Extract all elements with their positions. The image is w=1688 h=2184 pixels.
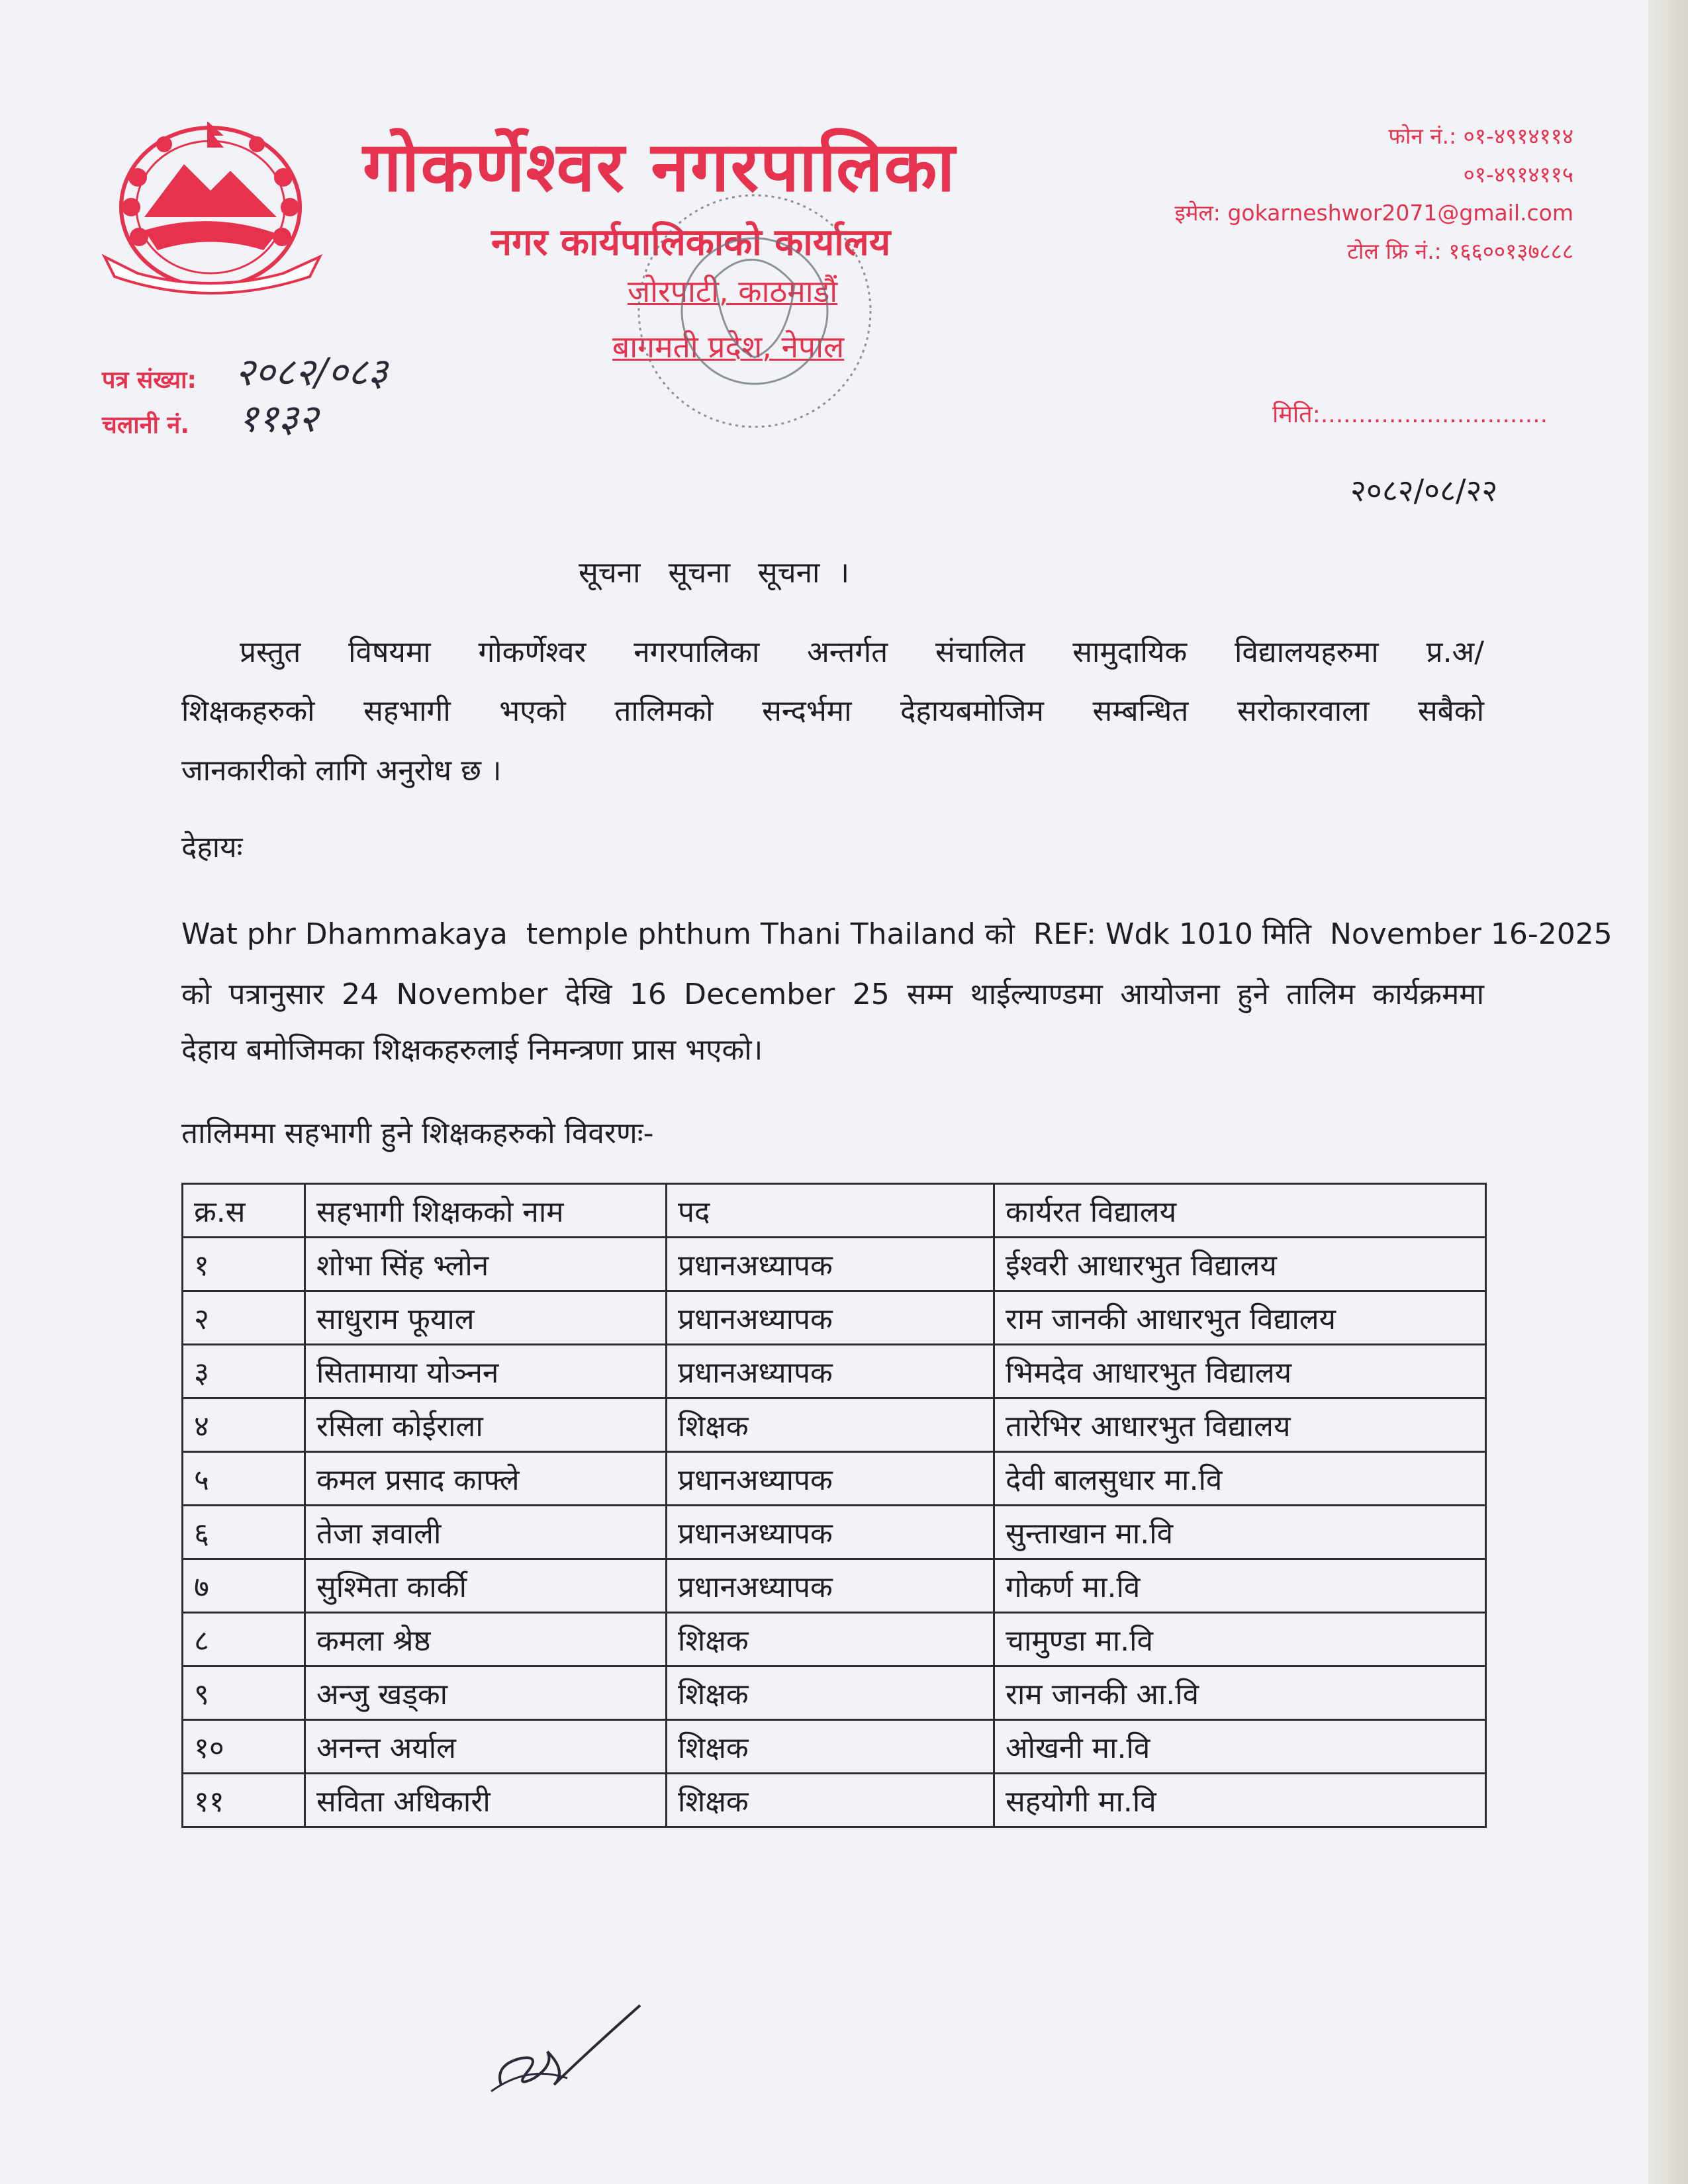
table-row <box>183 1452 1486 1506</box>
cell-serial: १० <box>183 1720 305 1774</box>
date-value: २०८२/०८/२२ <box>1350 473 1498 508</box>
table-row <box>183 1774 1486 1827</box>
table-row <box>183 1559 1486 1613</box>
cell-school: सुन्ताखान मा.वि <box>994 1506 1486 1559</box>
paragraph-line-1: प्रस्तुत विषयमा गोकर्णेश्वर नगरपालिका अन्तर्गत संचालित सामुदायिक विद्यालयहरुमा प्र.अ/ <box>240 635 1484 669</box>
cell-name: कमला श्रेष्ठ <box>305 1613 667 1666</box>
header-school: कार्यरत विद्यालय <box>994 1184 1486 1238</box>
table-row <box>183 1720 1486 1774</box>
cell-school: भिमदेव आधारभुत विद्यालय <box>994 1345 1486 1398</box>
phone-2: ०१-४९१४११५ <box>1463 161 1573 187</box>
nepal-emblem-logo <box>98 118 330 303</box>
address-line-2: बागमती प्रदेश, नेपाल <box>612 329 845 365</box>
cell-name: तेजा ज्ञवाली <box>305 1506 667 1559</box>
cell-position: शिक्षक <box>667 1774 994 1827</box>
cell-position: प्रधानअध्यापक <box>667 1345 994 1398</box>
paragraph-line-3: जानकारीको लागि अनुरोध छ । <box>181 754 502 788</box>
header-position: पद <box>667 1184 994 1238</box>
table-row <box>183 1345 1486 1398</box>
cell-position: प्रधानअध्यापक <box>667 1238 994 1291</box>
email-label: इमेल: <box>1174 200 1221 226</box>
signature <box>488 1999 647 2101</box>
dehay-label: देहायः <box>181 831 243 864</box>
table-row <box>183 1666 1486 1720</box>
details-line-1: Wat phr Dhammakaya temple phthum Thani Thailand को REF: Wdk 1010 मिति November 16-2025 <box>181 917 1613 951</box>
cell-position: शिक्षक <box>667 1666 994 1720</box>
cell-name: रसिला कोईराला <box>305 1398 667 1452</box>
dispatch-number-value: ११३२ <box>238 396 318 441</box>
cell-serial: ३ <box>183 1345 305 1398</box>
cell-name: सितामाया योञ्नन <box>305 1345 667 1398</box>
municipality-title: गोकर्णेश्वर नगरपालिका <box>363 126 957 207</box>
cell-name: कमल प्रसाद काफ्ले <box>305 1452 667 1506</box>
cell-serial: ४ <box>183 1398 305 1452</box>
cell-school: देवी बालसुधार मा.वि <box>994 1452 1486 1506</box>
cell-position: शिक्षक <box>667 1613 994 1666</box>
cell-position: शिक्षक <box>667 1720 994 1774</box>
cell-name: अनन्त अर्याल <box>305 1720 667 1774</box>
cell-name: सविता अधिकारी <box>305 1774 667 1827</box>
cell-position: प्रधानअध्यापक <box>667 1291 994 1345</box>
details-line-2: को पत्रानुसार 24 November देखि 16 December 25 सम्म थाईल्याण्डमा आयोजना हुने तालिम कार्यक्रममा <box>181 978 1484 1011</box>
tollfree-label: टोल फ्रि नं.: <box>1347 238 1442 264</box>
table-row <box>183 1506 1486 1559</box>
cell-serial: ६ <box>183 1506 305 1559</box>
table-caption: तालिममा सहभागी हुने शिक्षकहरुको विवरणः- <box>181 1116 654 1150</box>
table-row <box>183 1398 1486 1452</box>
email-line <box>1175 197 1574 227</box>
cell-position: प्रधानअध्यापक <box>667 1452 994 1506</box>
details-line-3: देहाय बमोजिमका शिक्षकहरुलाई निमन्त्रणा प्रास भएको। <box>181 1033 763 1067</box>
scan-edge <box>1648 0 1688 2184</box>
table-row <box>183 1291 1486 1345</box>
email-link[interactable]: gokarneshwor2071@gmail.com <box>1227 200 1573 226</box>
letter-number-value: २०८२/०८३ <box>235 349 388 394</box>
cell-school: ईश्वरी आधारभुत विद्यालय <box>994 1238 1486 1291</box>
office-seal-stamp <box>629 179 894 457</box>
cell-school: राम जानकी आ.वि <box>994 1666 1486 1720</box>
paragraph-line-2: शिक्षकहरुको सहभागी भएको तालिमको सन्दर्भमा देहायबमोजिम सम्बन्धित सरोकारवाला सबैको <box>181 694 1484 728</box>
date-label: मिति:.............................. <box>1272 401 1548 428</box>
table-row <box>183 1238 1486 1291</box>
phone-line-1 <box>1388 120 1573 150</box>
cell-name: अन्जु खड्का <box>305 1666 667 1720</box>
table-row <box>183 1613 1486 1666</box>
cell-serial: ५ <box>183 1452 305 1506</box>
cell-serial: ८ <box>183 1613 305 1666</box>
cell-position: प्रधानअध्यापक <box>667 1559 994 1613</box>
cell-serial: ११ <box>183 1774 305 1827</box>
letter-number-label: पत्र संख्या: <box>102 367 197 394</box>
cell-school: चामुण्डा मा.वि <box>994 1613 1486 1666</box>
cell-position: प्रधानअध्यापक <box>667 1506 994 1559</box>
cell-school: सहयोगी मा.वि <box>994 1774 1486 1827</box>
cell-school: ओखनी मा.वि <box>994 1720 1486 1774</box>
cell-name: शोभा सिंह भ्लोन <box>305 1238 667 1291</box>
header-name: सहभागी शिक्षकको नाम <box>305 1184 667 1238</box>
notice-heading: सूचना सूचना सूचना । <box>579 556 850 590</box>
cell-position: शिक्षक <box>667 1398 994 1452</box>
table-header-row <box>183 1184 1486 1238</box>
dispatch-number-label: चलानी नं. <box>102 412 190 439</box>
phone-label: फोन नं.: <box>1388 123 1457 149</box>
cell-name: सुश्मिता कार्की <box>305 1559 667 1613</box>
header-serial: क्र.स <box>183 1184 305 1238</box>
tollfree-number: १६६००१३७८८८ <box>1448 238 1573 264</box>
phone-1: ०१-४९१४११४ <box>1463 123 1573 149</box>
cell-school: तारेभिर आधारभुत विद्यालय <box>994 1398 1486 1452</box>
cell-name: साधुराम फूयाल <box>305 1291 667 1345</box>
tollfree-line <box>1347 236 1573 265</box>
cell-school: राम जानकी आधारभुत विद्यालय <box>994 1291 1486 1345</box>
cell-serial: ७ <box>183 1559 305 1613</box>
cell-serial: ९ <box>183 1666 305 1720</box>
office-subtitle: नगर कार्यपालिकाको कार्यालय <box>491 221 891 264</box>
cell-serial: १ <box>183 1238 305 1291</box>
participants-table <box>181 1183 1487 1828</box>
cell-school: गोकर्ण मा.वि <box>994 1559 1486 1613</box>
address-line-1: जोरपाटी, काठमाडौं <box>628 273 838 309</box>
cell-serial: २ <box>183 1291 305 1345</box>
